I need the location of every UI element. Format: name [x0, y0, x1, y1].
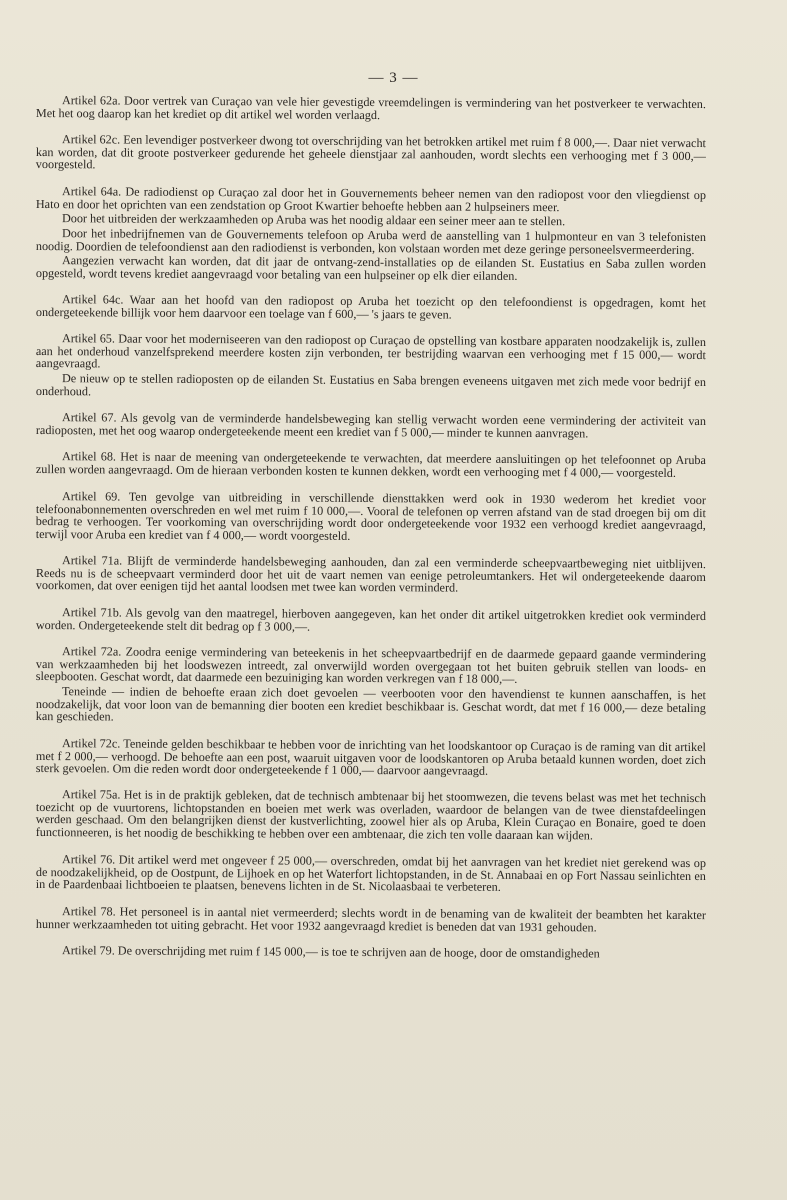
paragraph-artikel-72a-veerbooten: Teneinde — indien de behoefte eraan zich doet gevoelen — veerbooten voor den havendienst te kunnen aanschaffen, is het noodzakelijk, dat voor loon van de bemanning dier booten een krediet beschikbaar is. Geschat wordt, dat met f 16 000,— deze betaling kan geschieden. [35, 683, 706, 724]
paragraph-artikel-62a: Artikel 62a. Door vertrek van Curaçao van vele hier gevestigde vreemdelingen is vermindering van het postverkeer te verwachten. Met het oog daarop kan het krediet op dit artikel wel worden verlaagd. [35, 93, 706, 122]
paragraph-artikel-79: Artikel 79. De overschrijding met ruim f 145 000,— is toe te schrijven aan de hooge, door de omstandigheden [61, 942, 600, 961]
paragraph-artikel-64a-telefoon: Door het inbedrijfnemen van de Gouvernements telefoon op Aruba werd de aanstelling van 1 hulpmonteur en van 3 telefonisten noodig. Doordien de telefoondienst aan den radiodienst is verbonden, kon volstaan worden met deze geringe personeelsvermeerdering. [35, 225, 706, 257]
paragraph-artikel-72a: Artikel 72a. Zoodra eenige vermindering van beteekenis in het scheepvaartbedrijf en de daarmede gepaard gaande vermindering van werkzaamheden bij het loodswezen intreedt, zal onverwijld worden overgegaan tot het buiten gebruik stellen van loods- en sleepbooten. Geschat wordt, dat daarmede een bezuiniging kan worden verkregen van f 18 000,—. [35, 644, 706, 687]
paragraph-artikel-68: Artikel 68. Het is naar de meening van ondergeteekende te verwachten, dat meerdere aansluitingen op het telefoonnet op Aruba zullen worden aangevraagd. Om de hieraan verbonden kosten te kunnen dekken, wordt een verhooging met f 4 000,— voorgesteld. [35, 449, 706, 480]
document-body [36, 94, 706, 970]
paragraph-artikel-72c: Artikel 72c. Teneinde gelden beschikbaar te hebben voor de inrichting van het loodskantoor op Curaçao is de raming van dit artikel met f 2 000,— verhoogd. De behoefte aan een post, waaruit uitgaven voor de loodskantoren op Aruba betaald kunnen worden, doet zich sterk gevoelen. Om die reden wordt door ondergeteekende f 1 000,— daarvoor aangevraagd. [35, 735, 706, 778]
paragraph-artikel-65-radioposten: De nieuw op te stellen radioposten op de eilanden St. Eustatius en Saba brengen eveneens uitgaven met zich mede voor bedrijf en onderhoud. [35, 371, 706, 399]
paragraph-artikel-76: Artikel 76. Dit artikel werd met ongeveer f 25 000,— overschreden, omdat bij het aanvragen van het krediet niet gerekend was op de noodzakelijkheid, op de Oostpunt, de Lijhoek en op het Waterfort lichtopstanden, in de St. Annabaai en op Fort Nassau seinlichten en in de Paardenbaai lichtboeien te plaatsen, benevens lichten in de St. Nicolaasbaai te verbeteren. [35, 851, 706, 894]
paragraph-artikel-75a: Artikel 75a. Het is in de praktijk gebleken, dat de technisch ambtenaar bij het stoomwezen, die tevens belast was met het technisch toezicht op de vuurtorens, lichtopstanden en boeien met werk was overladen, waardoor de belangen van de twee dienstafdeelingen werden geschaad. Om den belangrijken dienst der kustverlichting, zoowel hier als op Aruba, Klein Curaçao en Bonaire, goed te doen functionneeren, is het noodig de beschikking te hebben over een ambtenaar, die zich ten volle daaraan kan wijden. [35, 787, 706, 843]
paragraph-artikel-71a: Artikel 71a. Blijft de verminderde handelsbeweging aanhouden, dan zal een verminderde scheepvaartbeweging niet uitblijven. Reeds nu is de scheepvaart verminderd door het uit de vaart nemen van eenige petroleumtankers. Het wil ondergeteekende daarom voorkomen, dat over eenigen tijd het aantal loodsen met twee kan worden verminderd. [35, 553, 706, 595]
paragraph-artikel-64c: Artikel 64c. Waar aan het hoofd van den radiopost op Aruba het toezicht op den telefoondienst is opgedragen, komt het ondergeteekende billijk voor hem daarvoor een toelage van f 600,— 's jaars te geven. [35, 292, 706, 322]
paragraph-artikel-64a-aruba-seiner: Door het uitbreiden der werkzaamheden op Aruba was het noodig aldaar een seiner meer aan te stellen. [61, 211, 566, 229]
paragraph-artikel-64a: Artikel 64a. De radiodienst op Curaçao zal door het in Gouvernements beheer nemen van den radiopost voor den vliegdienst op Hato en door het oprichten van een zendstation op Groot Kwartier behoefte hebben aan 2 hulpseiners meer. [35, 184, 706, 214]
paragraph-artikel-71b: Artikel 71b. Als gevolg van den maatregel, hierboven aangegeven, kan het onder dit artikel uitgetrokken krediet ook verminderd worden. Ondergeteekende stelt dit bedrag op f 3 000,—. [35, 604, 706, 634]
paragraph-artikel-62c: Artikel 62c. Een levendiger postverkeer dwong tot overschrijding van het betrokken artikel met ruim f 8 000,—. Daar niet verwacht kan worden, dat dit groote postverkeer gedurende het geheele dienstjaar zal aanhouden, wordt slechts een verhooging met f 3 000,— voorgesteld. [35, 132, 706, 172]
paragraph-artikel-65: Artikel 65. Daar voor het moderniseeren van den radiopost op Curaçao de opstelling van kostbare apparaten noodzakelijk is, zullen aan het onderhoud vanzelfsprekend meerdere kosten zijn verbonden, ter bestrijding waarvan een verhooging met f 15 000,— wordt aangevraagd. [35, 331, 706, 371]
paragraph-artikel-67: Artikel 67. Als gevolg van de verminderde handelsbeweging kan stellig verwacht worden eene vermindering der activiteit van radioposten, met het oog waarop ondergeteekende meent een krediet van f 5 000,— minder te kunnen aanvragen. [35, 410, 706, 441]
paragraph-artikel-64a-eilanden: Aangezien verwacht kan worden, dat dit jaar de ontvang-zend-installaties op de eilanden St. Eustatius en Saba zullen worden opgesteld, wordt tevens krediet aangevraagd voor betaling van een hulpseiner op elk dier eilanden. [35, 253, 706, 283]
paragraph-artikel-69: Artikel 69. Ten gevolge van uitbreiding in verschillende diensttakken werd ook in 1930 wederom het krediet voor telefoonabonnementen overschreden en wel met ruim f 10 000,—. Vooral de telefonen op verren afstand van de stad droegen bij om dit bedrag te verhoogen. Ter voorkoming van overschrijding wordt door ondergeteekende voor 1932 een verhoogd krediet aangevraagd, terwijl voor Aruba een krediet van f 4 000,— wordt voorgesteld. [35, 488, 706, 543]
page-number: — 3 — [368, 70, 419, 86]
paragraph-artikel-78: Artikel 78. Het personeel is in aantal niet vermeerderd; slechts wordt in de benaming van de kwaliteit der beambten het karakter hunner werkzaamheden tot uiting gebracht. Het voor 1932 aangevraagd krediet is beneden dat van 1931 gehouden. [35, 903, 706, 934]
